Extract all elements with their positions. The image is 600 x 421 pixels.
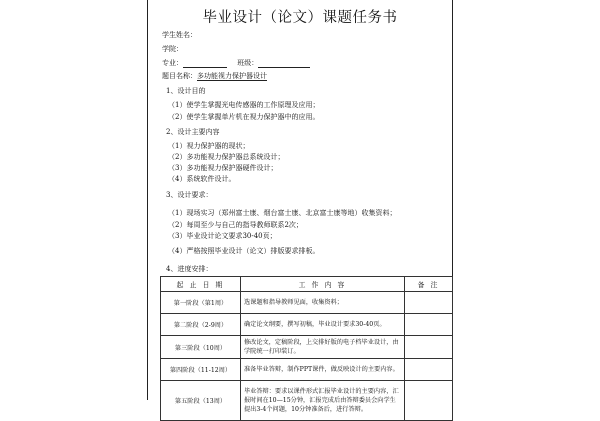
row-note — [405, 381, 453, 421]
header-note: 备 注 — [405, 277, 453, 292]
document-title: 毕业设计（论文）课题任务书 — [202, 10, 398, 26]
college-field: 学院： — [162, 45, 183, 53]
topic-value: 多功能视力保护器设计 — [197, 72, 267, 80]
schedule-table — [160, 276, 453, 421]
table-row — [161, 359, 453, 381]
table-row — [161, 292, 453, 314]
section-3-heading: 3、设计要求： — [166, 191, 213, 199]
section-3-item: （3）毕业设计论文要求30-40页； — [168, 232, 277, 240]
header-period: 起 止 日 期 — [161, 277, 241, 292]
topic-label: 题目名称： — [162, 72, 197, 80]
header-content: 工 作 内 容 — [241, 277, 405, 292]
section-2-item: （1）视力保护器的现状； — [168, 142, 250, 150]
topic-row — [162, 71, 267, 81]
section-1-item: （1）使学生掌握光电传感器的工作原理及应用； — [168, 101, 320, 109]
table-row — [161, 381, 453, 421]
major-blank — [183, 59, 227, 68]
section-2-item: （2）多功能视力保护器总系统设计； — [168, 153, 285, 161]
section-3-item: （1）现场实习（郑州富士康、烟台富士康、北京富士康等地）收集资料； — [168, 209, 397, 217]
major-class-row — [162, 58, 310, 68]
section-4-heading: 4、进度安排： — [166, 265, 213, 273]
row-period: 第一阶段（第1周） — [161, 292, 241, 314]
section-3-item: （2）每周至少与自己的指导教师联系2次； — [168, 221, 303, 229]
row-period: 第三阶段（10周） — [161, 336, 241, 359]
row-note — [405, 336, 453, 359]
table-header-row — [161, 277, 453, 292]
row-period: 第五阶段（13周） — [161, 381, 241, 421]
class-blank — [258, 59, 310, 68]
row-content: 选课题和指导教师见面，收集资料； — [241, 292, 405, 314]
section-1-item: （2）使学生掌握单片机在视力保护器中的应用。 — [168, 113, 320, 121]
major-label: 专业： — [162, 59, 183, 67]
row-content: 修改论文，定稿阶段，上交排好版的电子档毕业设计，由学院统一打印装订。 — [241, 336, 405, 359]
section-2-item: （4）系统软件设计。 — [168, 175, 236, 183]
student-name-field: 学生姓名： — [162, 31, 197, 39]
row-note — [405, 314, 453, 336]
row-period: 第二阶段（2-9周） — [161, 314, 241, 336]
row-note — [405, 292, 453, 314]
section-1-heading: 1、设计目的 — [166, 87, 206, 95]
row-content: 确定论文纲要，撰写初稿，毕业设计要求30-40页。 — [241, 314, 405, 336]
class-label: 班级： — [237, 59, 259, 67]
section-2-item: （3）多功能视力保护器硬件设计； — [168, 164, 278, 172]
table-row — [161, 314, 453, 336]
section-2-heading: 2、设计主要内容 — [166, 128, 220, 136]
row-content: 毕业答辩：要求以课件形式汇报毕业设计的主要内容，汇报时间在10—15分钟，汇报完成后由答辩委员会向学生提出3-4个问题，10分钟准备后，进行答辩。 — [241, 381, 405, 421]
task-document — [147, 0, 453, 413]
row-period: 第四阶段（11-12周） — [161, 359, 241, 381]
row-note — [405, 359, 453, 381]
table-row — [161, 336, 453, 359]
section-3-item: （4）严格按照毕业设计（论文）排版要求排板。 — [168, 247, 320, 255]
row-content: 准备毕业答辩，制作PPT课件，做反映设计的主要内容。 — [241, 359, 405, 381]
